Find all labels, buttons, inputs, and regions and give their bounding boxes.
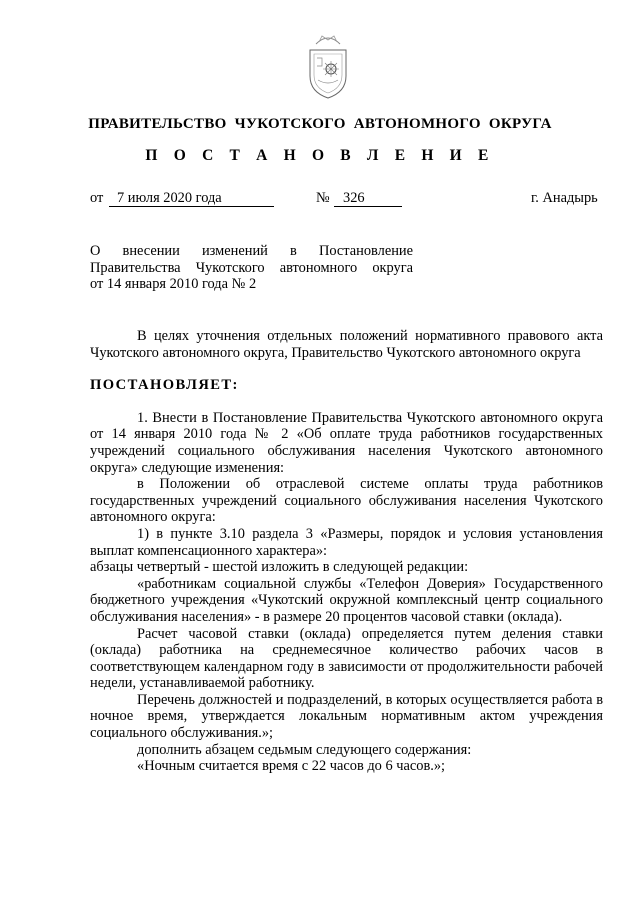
body-paragraph: Расчет часовой ставки (оклада) определяется путем деления ставки (оклада) работника на среднемесячное количество рабочих часов в соответствующем календарном году в зависимости от продолжительности рабочей недели, устанавливаемой работнику. xyxy=(90,625,603,692)
resolution-heading: ПОСТАНОВЛЯЕТ: xyxy=(90,377,239,394)
number-prefix: № xyxy=(316,190,330,206)
document-type-title: П О С Т А Н О В Л Е Н И Е xyxy=(145,147,495,164)
document-place: г. Анадырь xyxy=(531,190,598,206)
body-paragraph: в Положении об отраслевой системе оплаты труда работников государственных учреждений социального обслуживания населения Чукотского автономного округа: xyxy=(90,476,603,526)
body-paragraph: абзацы четвертый - шестой изложить в следующей редакции: xyxy=(90,559,469,576)
body-paragraph: «работникам социальной службы «Телефон Доверия» Государственного бюджетного учреждения «Чукотский окружной комплексный центр социального обслуживания населения» - в размере 20 процентов часовой ставки (оклада). xyxy=(90,575,603,625)
number-field xyxy=(334,190,402,207)
subject-line: О внесении изменений в Постановление xyxy=(90,243,413,259)
date-prefix: от xyxy=(90,190,104,206)
body-paragraph: В целях уточнения отдельных положений нормативного правового акта Чукотского автономного округа, Правительство Чукотского автономного округа xyxy=(90,328,603,361)
subject-line: от 14 января 2010 года № 2 xyxy=(90,276,257,293)
body-paragraph: 1. Внести в Постановление Правительства Чукотского автономного округа от 14 января 2010 года № 2 «Об оплате труда работников государственных учреждений социального обслуживания населения Чукотского автономного округа» следующие изменения: xyxy=(90,409,603,476)
document-body xyxy=(90,328,603,775)
date-field xyxy=(109,190,274,207)
chukotka-coat-of-arms-icon xyxy=(306,28,350,100)
document-subject xyxy=(90,243,413,293)
body-paragraph: «Ночным считается время с 22 часов до 6 часов.»; xyxy=(137,758,446,775)
government-title: ПРАВИТЕЛЬСТВО ЧУКОТСКОГО АВТОНОМНОГО ОКРУГА xyxy=(88,116,552,132)
body-paragraph: дополнить абзацем седьмым следующего содержания: xyxy=(137,741,472,758)
body-paragraph: Перечень должностей и подразделений, в которых осуществляется работа в ночное время, утверждается локальным нормативным актом учреждения социального обслуживания.»; xyxy=(90,691,603,742)
document-date: 7 июля 2020 года xyxy=(117,190,222,206)
document-number: 326 xyxy=(343,190,365,206)
body-paragraph: 1) в пункте 3.10 раздела 3 «Размеры, порядок и условия установления выплат компенсационного характера»: xyxy=(90,525,603,559)
subject-line: Правительства Чукотского автономного округа xyxy=(90,259,413,276)
